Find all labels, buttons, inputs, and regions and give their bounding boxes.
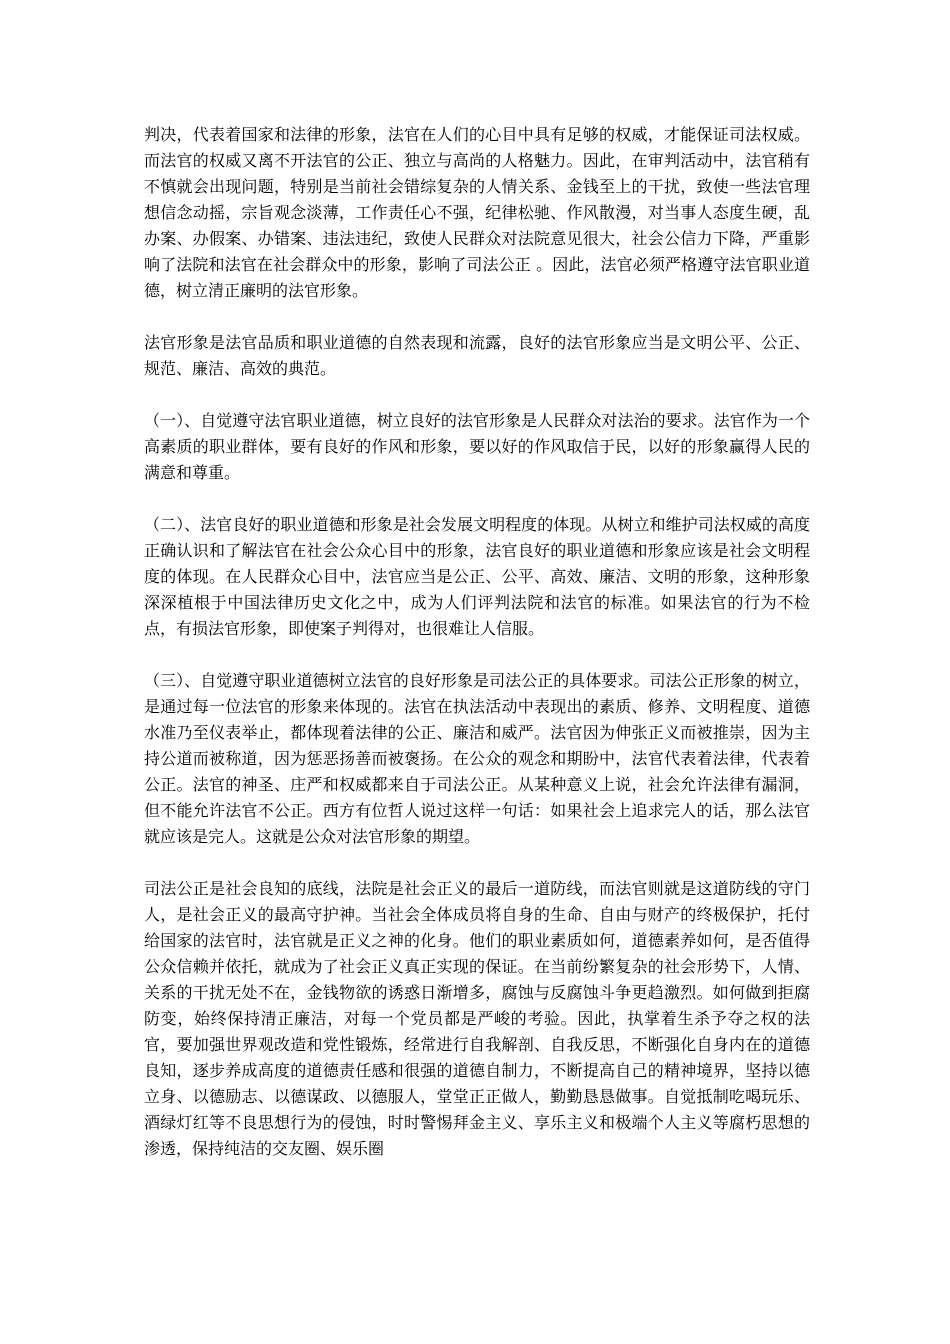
document-body [144,122,810,1162]
paragraph-section-three: （三）、自觉遵守职业道德树立法官的良好形象是司法公正的具体要求。司法公正形象的树立，是通过每一位法官的形象来体现的。法官在执法活动中表现出的素质、修养、文明程度、道德水准乃至仪表举止，都体现着法律的公正、廉洁和威严。法官因为伸张正义而被推崇，因为主持公道而被称道，因为惩恶扬善而被褒扬。在公众的观念和期盼中，法官代表着法律，代表着公正。法官的神圣、庄严和权威都来自于司法公正。从某种意义上说，社会允许法律有漏洞，但不能允许法官不公正。西方有位哲人说过这样一句话：如果社会上追求完人的话，那么法官就应该是完人。这就是公众对法官形象的期望。 [144,671,810,846]
paragraph-judicial-fairness: 司法公正是社会良知的底线，法院是社会正义的最后一道防线，而法官则就是这道防线的守门人，是社会正义的最高守护神。当社会全体成员将自身的生命、自由与财产的终极保护，托付给国家的法官时，法官就是正义之神的化身。他们的职业素质如何，道德素养如何，是否值得公众信赖并依托，就成为了社会正义真正实现的保证。在当前纷繁复杂的社会形势下，人情、关系的干扰无处不在，金钱物欲的诱惑日渐增多，腐蚀与反腐蚀斗争更趋激烈。如何做到拒腐防变，始终保持清正廉洁，对每一个党员都是严峻的考验。因此，执掌着生杀予夺之权的法官，要加强世界观改造和党性锻炼，经常进行自我解剖、自我反思，不断强化自身内在的道德良知，逐步养成高度的道德责任感和很强的道德自制力，不断提高自己的精神境界，坚持以德立身、以德励志、以德谋政、以德服人，堂堂正正做人，勤勤恳恳做事。自觉抵制吃喝玩乐、酒绿灯红等不良思想行为的侵蚀，时时警惕拜金主义、享乐主义和极端个人主义等腐朽思想的渗透，保持纯洁的交友圈、娱乐圈 [144,879,810,1158]
paragraph-section-two: （二）、法官良好的职业道德和形象是社会发展文明程度的体现。从树立和维护司法权威的高度正确认识和了解法官在社会公众心目中的形象，法官良好的职业道德和形象应该是社会文明程度的体现。在人民群众心目中，法官应当是公正、公平、高效、廉洁、文明的形象，这种形象深深植根于中国法律历史文化之中，成为人们评判法院和法官的标准。如果法官的行为不检点，有损法官形象，即使案子判得对，也很难让人信服。 [144,515,810,638]
paragraph-image-definition: 法官形象是法官品质和职业道德的自然表现和流露，良好的法官形象应当是文明公平、公正、规范、廉洁、高效的典范。 [144,333,810,378]
paragraph-intro: 判决，代表着国家和法律的形象，法官在人们的心目中具有足够的权威，才能保证司法权威。而法官的权威又离不开法官的公正、独立与高尚的人格魅力。因此，在审判活动中，法官稍有不慎就会出现问题，特别是当前社会错综复杂的人情关系、金钱至上的干扰，致使一些法官理想信念动摇，宗旨观念淡薄，工作责任心不强，纪律松驰、作风散漫，对当事人态度生硬，乱办案、办假案、办错案、违法违纪，致使人民群众对法院意见很大，社会公信力下降，严重影响了法院和法官在社会群众中的形象，影响了司法公正 。因此，法官必须严格遵守法官职业道德，树立清正廉明的法官形象。 [144,125,810,300]
paragraph-section-one: （一）、自觉遵守法官职业道德，树立良好的法官形象是人民群众对法治的要求。法官作为一个高素质的职业群体，要有良好的作风和形象，要以好的作风取信于民，以好的形象赢得人民的满意和尊重。 [144,411,810,482]
